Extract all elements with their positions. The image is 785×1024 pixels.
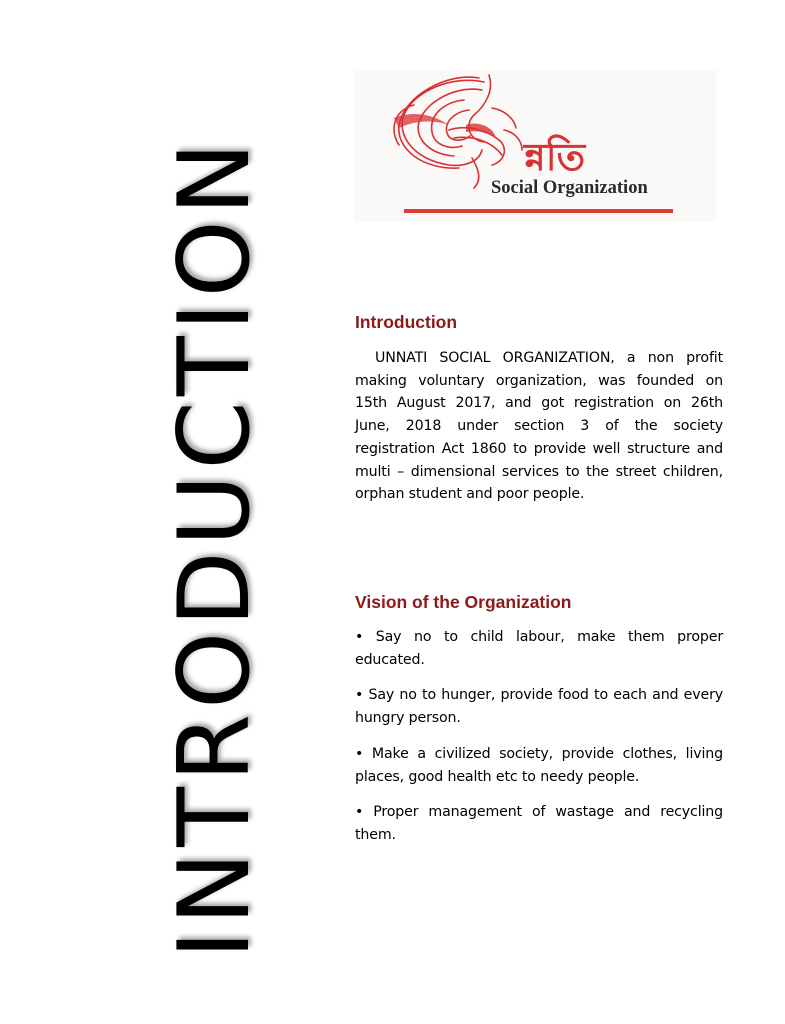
- vision-bullet: • Say no to child labour, make them proper educated.: [355, 629, 723, 668]
- vision-bullet: • Proper management of wastage and recycling them.: [355, 804, 723, 843]
- logo-underline: [404, 209, 673, 213]
- vision-heading: Vision of the Organization: [355, 592, 572, 612]
- introduction-paragraph: UNNATI SOCIAL ORGANIZATION, a non profit making voluntary organization, was founded on 15th August 2017, and got registration on 26th June, 2018 under section 3 of the society registration Act 1860 to provide well structure and multi – dimensional services to the street children, orphan student and poor people.: [355, 350, 723, 503]
- side-title: INTRODUCTION: [158, 136, 272, 960]
- logo-bengali-text: ন্নতি: [524, 135, 586, 179]
- vision-list: [355, 626, 723, 860]
- introduction-section: [355, 347, 723, 506]
- side-title-container: [160, 118, 270, 978]
- vision-bullet: • Make a civilized society, provide clothes, living places, good health etc to needy people.: [355, 745, 723, 785]
- logo-tagline: Social Organization: [491, 178, 648, 198]
- organization-logo: [354, 70, 716, 222]
- introduction-heading: Introduction: [355, 312, 458, 332]
- vision-bullet: • Say no to hunger, provide food to each and every hungry person.: [355, 687, 723, 727]
